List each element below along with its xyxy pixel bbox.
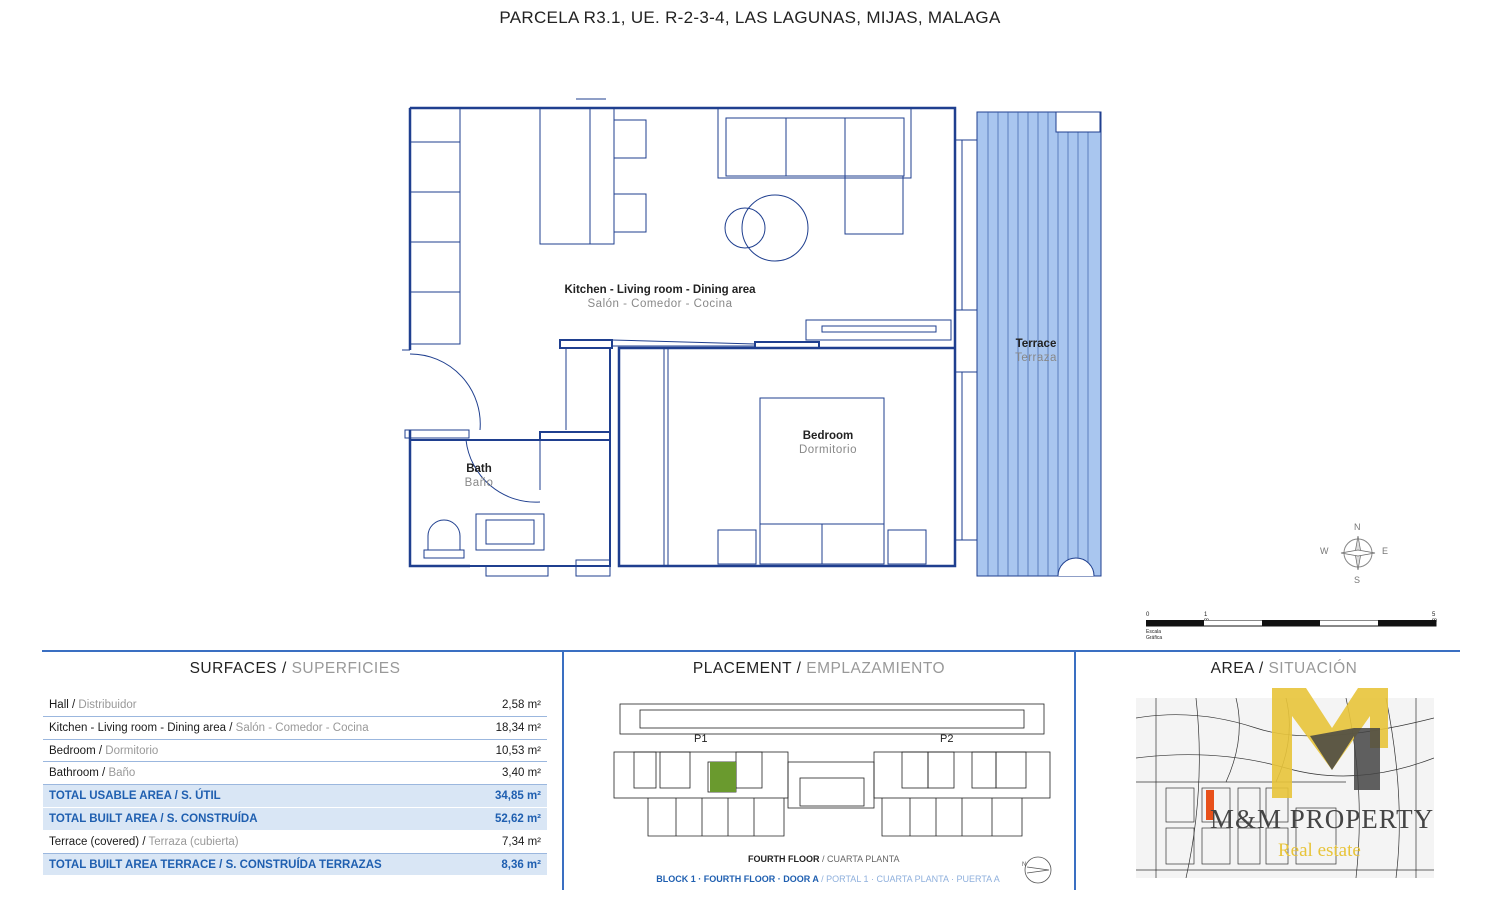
- compass-e: E: [1382, 546, 1389, 556]
- area-title-es: SITUACIÓN: [1268, 660, 1358, 677]
- compass-n: N: [1354, 522, 1361, 532]
- terrace-label-en: Terrace: [1015, 338, 1057, 350]
- placement-title: PLACEMENT / EMPLAZAMIENTO: [692, 660, 946, 677]
- terrace-label: [1000, 337, 1072, 365]
- placement-title-es: EMPLAZAMIENTO: [806, 660, 946, 677]
- bath-label-es: Baño: [464, 477, 494, 489]
- row-label-es: Terraza (cubierta): [148, 835, 239, 848]
- mm-logo-icon: [1270, 688, 1394, 798]
- row-label-es: S. ÚTIL: [181, 790, 221, 803]
- row-label: Bedroom: [49, 744, 96, 757]
- row-value: 52,62 m²: [494, 812, 541, 825]
- row-label-es: S. CONSTRUÍDA TERRAZAS: [225, 858, 382, 871]
- column-divider-2: [1074, 652, 1076, 890]
- watermark-brand: M&M PROPERTY: [1210, 804, 1435, 834]
- table-row: Bedroom / Dormitorio 10,53 m²: [43, 740, 547, 763]
- placement-title-en: PLACEMENT: [692, 660, 792, 677]
- compass-rose: [1320, 522, 1389, 588]
- table-row: Kitchen - Living room - Dining area / Salón - Comedor - Cocina 18,34 m²: [43, 717, 547, 740]
- row-label: TOTAL BUILT AREA TERRACE: [49, 858, 216, 871]
- row-value: 2,58 m²: [502, 699, 541, 711]
- row-label: TOTAL USABLE AREA: [49, 790, 172, 803]
- bedroom-label: [778, 429, 878, 457]
- surfaces-table: [43, 694, 547, 876]
- kitchen-label-es: Salón - Comedor - Cocina: [587, 298, 733, 310]
- surfaces-title-en: SURFACES: [189, 660, 278, 677]
- row-label: Kitchen - Living room - Dining area: [49, 721, 227, 734]
- north-arrow-icon: [1022, 854, 1054, 886]
- door-location-en: BLOCK 1 · FOURTH FLOOR · DOOR A: [656, 874, 819, 884]
- bedroom-label-es: Dormitorio: [798, 444, 858, 456]
- bath-label: [449, 462, 509, 490]
- svg-text:N: N: [1022, 862, 1027, 868]
- table-row: Hall / Distribuidor 2,58 m²: [43, 694, 547, 717]
- page-title: PARCELA R3.1, UE. R-2-3-4, LAS LAGUNAS, MIJAS, MALAGA: [499, 8, 1001, 27]
- door-location-es: PORTAL 1 · CUARTA PLANTA · PUERTA A: [826, 874, 1000, 884]
- compass-w: W: [1320, 546, 1329, 556]
- surfaces-title: SURFACES / SUPERFICIES: [189, 660, 401, 677]
- area-title-en: AREA: [1210, 660, 1255, 677]
- row-value: 10,53 m²: [495, 744, 541, 757]
- table-row: Terrace (covered) / Terraza (cubierta) 7,34 m²: [43, 831, 547, 854]
- row-value: 8,36 m²: [501, 858, 541, 871]
- column-divider-1: [562, 652, 564, 890]
- scale-bar-graphic: [1146, 620, 1438, 628]
- floor-label-es: CUARTA PLANTA: [827, 854, 900, 864]
- placement-diagram: [600, 700, 1060, 845]
- row-label: TOTAL BUILT AREA: [49, 812, 158, 825]
- door-location: BLOCK 1 · FOURTH FLOOR · DOOR A / PORTAL 1 · CUARTA PLANTA · PUERTA A: [656, 874, 1000, 884]
- row-label-es: Salón - Comedor - Cocina: [235, 721, 369, 734]
- scale-tick-5: 5: [1432, 612, 1436, 618]
- section-divider: [42, 650, 1460, 652]
- row-value: 3,40 m²: [502, 767, 541, 780]
- apartment-highlight: [710, 762, 736, 792]
- row-label-es: Dormitorio: [105, 744, 159, 757]
- portal-p1-label: P1: [694, 733, 708, 745]
- row-label-es: Baño: [108, 767, 136, 780]
- scale-caption: Escala Gráfica: [1146, 629, 1163, 641]
- scale-tick-0: 0: [1146, 612, 1150, 618]
- floor-label: FOURTH FLOOR / CUARTA PLANTA: [748, 854, 900, 864]
- row-value: 34,85 m²: [494, 790, 541, 803]
- table-row-total: TOTAL BUILT AREA / S. CONSTRUÍDA 52,62 m²: [43, 808, 547, 831]
- portal-p2-label: P2: [940, 733, 954, 745]
- row-label-es: S. CONSTRUÍDA: [166, 812, 258, 825]
- row-value: 18,34 m²: [495, 721, 541, 734]
- bedroom-label-en: Bedroom: [802, 430, 854, 442]
- table-row-total: TOTAL USABLE AREA / S. ÚTIL 34,85 m²: [43, 785, 547, 808]
- row-label: Terrace (covered): [49, 835, 140, 848]
- row-label-es: Distribuidor: [78, 699, 137, 711]
- floor-label-en: FOURTH FLOOR: [748, 854, 820, 864]
- area-title: AREA / SITUACIÓN: [1210, 660, 1358, 677]
- compass-s: S: [1354, 575, 1361, 585]
- watermark-sub: Real estate: [1278, 840, 1361, 861]
- table-row: Bathroom / Baño 3,40 m²: [43, 762, 547, 785]
- table-row-total: TOTAL BUILT AREA TERRACE / S. CONSTRUÍDA TERRAZAS 8,36 m²: [43, 854, 547, 877]
- bath-label-en: Bath: [466, 463, 492, 475]
- row-label: Bathroom: [49, 767, 99, 780]
- kitchen-label: [540, 283, 780, 311]
- surfaces-title-es: SUPERFICIES: [291, 660, 401, 677]
- row-value: 7,34 m²: [502, 835, 541, 848]
- terrace-label-es: Terraza: [1015, 352, 1057, 364]
- row-label: Hall: [49, 699, 69, 711]
- scale-tick-1: 1: [1204, 612, 1208, 618]
- kitchen-label-en: Kitchen - Living room - Dining area: [564, 284, 756, 296]
